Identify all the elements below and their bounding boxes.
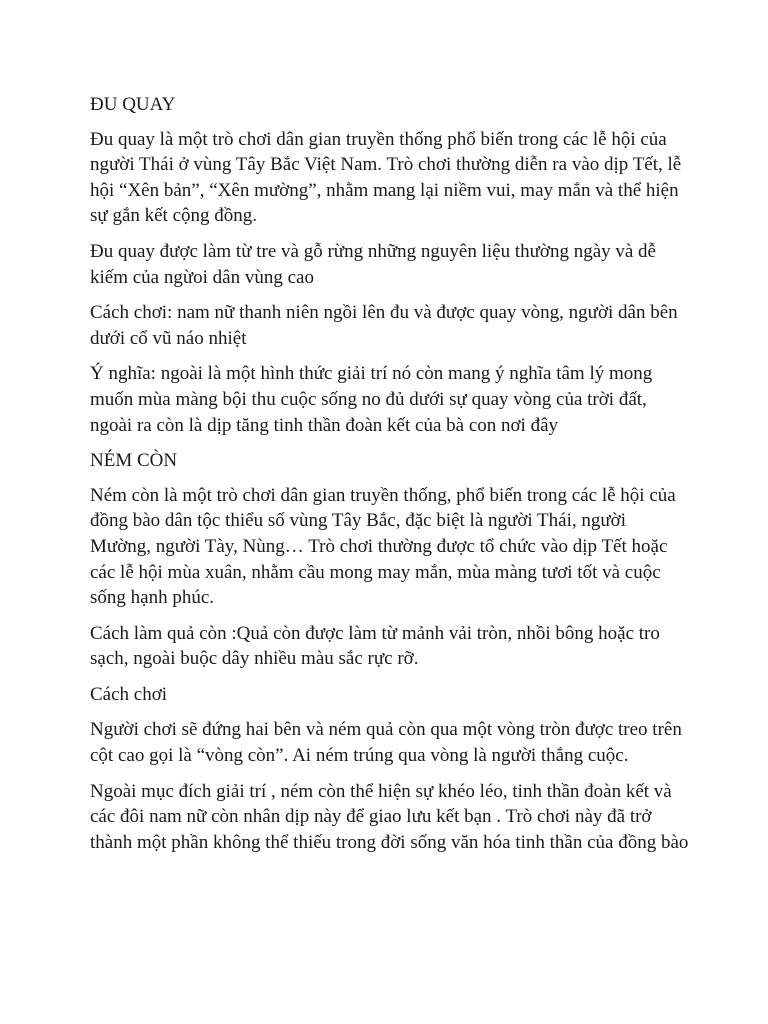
paragraph-nem-con-intro: Ném còn là một trò chơi dân gian truyền thống, phổ biến trong các lễ hội của đồng bào dân tộc thiểu số vùng Tây Bắc, đặc biệt là người Thái, người Mường, người Tày, Nùng… Trò chơi thường được tổ chức vào dịp Tết hoặc các lễ hội mùa xuân, nhằm cầu mong may mắn, mùa màng tươi tốt và cuộc sống hạnh phúc. — [90, 484, 676, 609]
section-heading-nem-con: NÉM CÒN — [90, 450, 178, 472]
paragraph-nem-con-meaning: Ngoài mục đích giải trí , ném còn thể hiện sự khéo léo, tinh thần đoàn kết và các đôi nam nữ còn nhân dịp này để giao lưu kết bạn . Trò chơi này đã trở thành một phần không thể thiếu trong đời sống văn hóa tinh thần của đồng bào — [90, 780, 689, 853]
paragraph-nem-con-how-to-play-label: Cách chơi — [90, 683, 168, 705]
document-body — [90, 92, 690, 865]
section-heading-du-quay: ĐU QUAY — [90, 94, 176, 115]
paragraph-du-quay-materials: Đu quay được làm từ tre và gỗ rừng những nguyên liệu thường ngày và dễ kiếm của ngừoi dân vùng cao — [90, 240, 656, 288]
paragraph-nem-con-rules: Người chơi sẽ đứng hai bên và ném quả còn qua một vòng tròn được treo trên cột cao gọi là “vòng còn”. Ai ném trúng qua vòng là người thắng cuộc. — [90, 719, 682, 767]
paragraph-du-quay-how-to-play: Cách chơi: nam nữ thanh niên ngồi lên đu và được quay vòng, người dân bên dưới cổ vũ náo nhiệt — [90, 302, 678, 349]
paragraph-du-quay-intro: Đu quay là một trò chơi dân gian truyền thống phổ biến trong các lễ hội của người Thái ở vùng Tây Bắc Việt Nam. Trò chơi thường diễn ra vào dịp Tết, lễ hội “Xên bản”, “Xên mường”, nhằm mang lại niềm vui, may mắn và thể hiện sự gắn kết cộng đồng. — [90, 128, 682, 227]
paragraph-du-quay-meaning: Ý nghĩa: ngoài là một hình thức giải trí nó còn mang ý nghĩa tâm lý mong muốn mùa màng bội thu cuộc sống no đủ dưới sự quay vòng của trời đất, ngoài ra còn là dịp tăng tinh thần đoàn kết của bà con nơi đây — [90, 363, 653, 436]
paragraph-nem-con-making: Cách làm quả còn :Quả còn được làm từ mảnh vải tròn, nhồi bông hoặc tro sạch, ngoài buộc dây nhiều màu sắc rực rỡ. — [90, 622, 660, 670]
